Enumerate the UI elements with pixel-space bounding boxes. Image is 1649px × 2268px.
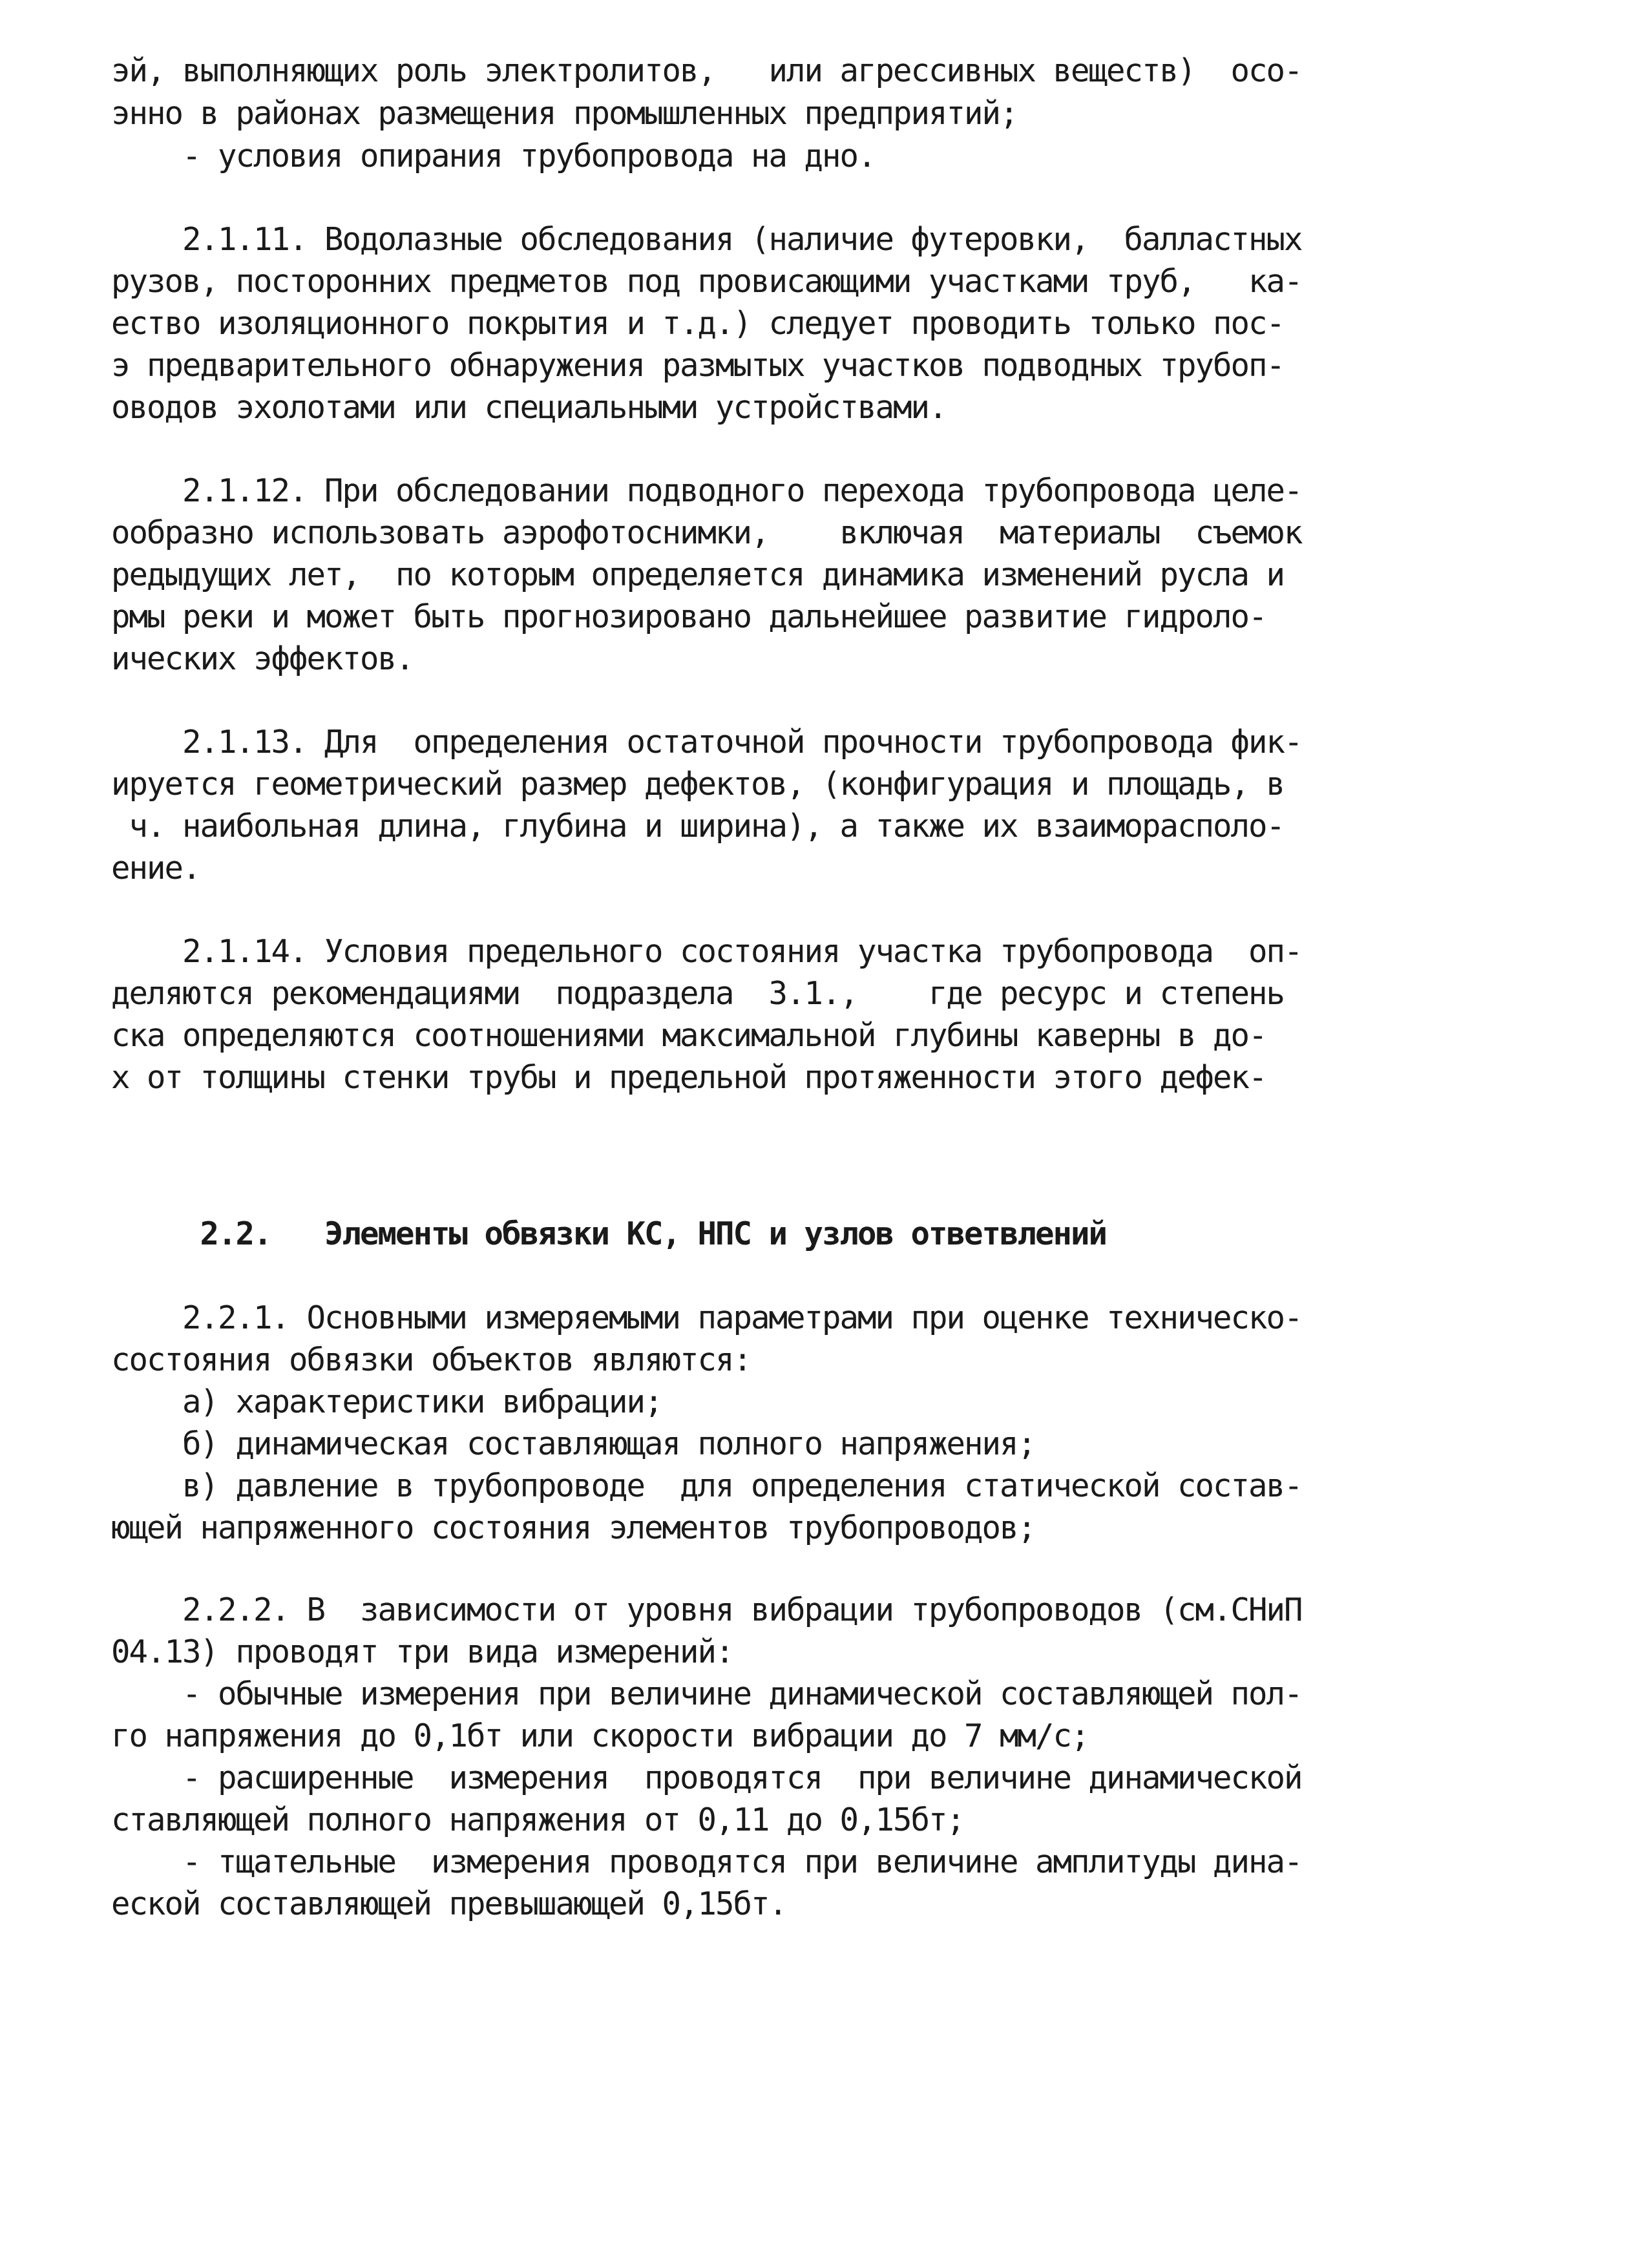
- text-line: - обычные измерения при величине динамической составляющей пол-: [111, 1675, 1302, 1712]
- text-line: оводов эхолотами или специальными устройствами.: [111, 389, 947, 426]
- section-heading: 2.2. Элементы обвязки КС, НПС и узлов ответвлений: [111, 1215, 1107, 1252]
- text-line: рмы реки и может быть прогнозировано дальнейшее развитие гидроло-: [111, 598, 1266, 635]
- text-line: еской составляющей превышающей 0,15бт.: [111, 1885, 787, 1922]
- text-line: ических эффектов.: [111, 640, 414, 677]
- text-line: эй, выполняющих роль электролитов, или агрессивных веществ) осо-: [111, 52, 1302, 89]
- text-line: - условия опирания трубопровода на дно.: [111, 138, 876, 174]
- text-line: энно в районах размещения промышленных предприятий;: [111, 95, 1018, 132]
- text-line: 2.1.12. При обследовании подводного перехода трубопровода целе-: [111, 472, 1302, 509]
- text-line: состояния обвязки объектов являются:: [111, 1341, 751, 1378]
- text-line: редыдущих лет, по которым определяется динамика изменений русла и: [111, 556, 1285, 593]
- text-line: деляются рекомендациями подраздела 3.1., где ресурс и степень: [111, 975, 1285, 1012]
- text-line: х от толщины стенки трубы и предельной протяженности этого дефек-: [111, 1059, 1266, 1096]
- text-line: в) давление в трубопроводе для определения статической состав-: [111, 1467, 1302, 1504]
- text-line: 04.13) проводят три вида измерений:: [111, 1633, 733, 1670]
- text-line: - расширенные измерения проводятся при величине динамической: [111, 1759, 1302, 1796]
- text-line: ска определяются соотношениями максимальной глубины каверны в до-: [111, 1017, 1266, 1054]
- text-line: 2.1.14. Условия предельного состояния участка трубопровода оп-: [111, 933, 1302, 970]
- text-line: а) характеристики вибрации;: [111, 1383, 662, 1420]
- text-line: ч. наибольная длина, глубина и ширина), а также их взаиморасполо-: [111, 808, 1285, 845]
- text-line: ставляющей полного напряжения от 0,11 до 0,15бт;: [111, 1801, 965, 1838]
- text-line: 2.1.13. Для определения остаточной прочности трубопровода фик-: [111, 724, 1302, 761]
- text-line: ение.: [111, 850, 200, 887]
- text-line: ируется геометрический размер дефектов, (конфигурация и площадь, в: [111, 766, 1285, 803]
- text-line: ообразно использовать аэрофотоснимки, включая материалы съемок: [111, 514, 1302, 551]
- text-line: рузов, посторонних предметов под провисающими участками труб, ка-: [111, 263, 1302, 300]
- text-line: 2.2.2. В зависимости от уровня вибрации трубопроводов (см.СНиП: [111, 1591, 1302, 1628]
- text-line: 2.2.1. Основными измеряемыми параметрами при оценке техническо-: [111, 1299, 1302, 1336]
- text-line: э предварительного обнаружения размытых участков подводных трубоп-: [111, 347, 1285, 384]
- text-line: - тщательные измерения проводятся при величине амплитуды дина-: [111, 1843, 1302, 1880]
- text-line: 2.1.11. Водолазные обследования (наличие футеровки, балластных: [111, 221, 1302, 258]
- text-line: б) динамическая составляющая полного напряжения;: [111, 1425, 1036, 1462]
- text-line: ество изоляционного покрытия и т.д.) следует проводить только пос-: [111, 305, 1285, 342]
- text-line: го напряжения до 0,1бт или скорости вибрации до 7 мм/с;: [111, 1717, 1089, 1754]
- text-line: ющей напряженного состояния элементов трубопроводов;: [111, 1509, 1036, 1546]
